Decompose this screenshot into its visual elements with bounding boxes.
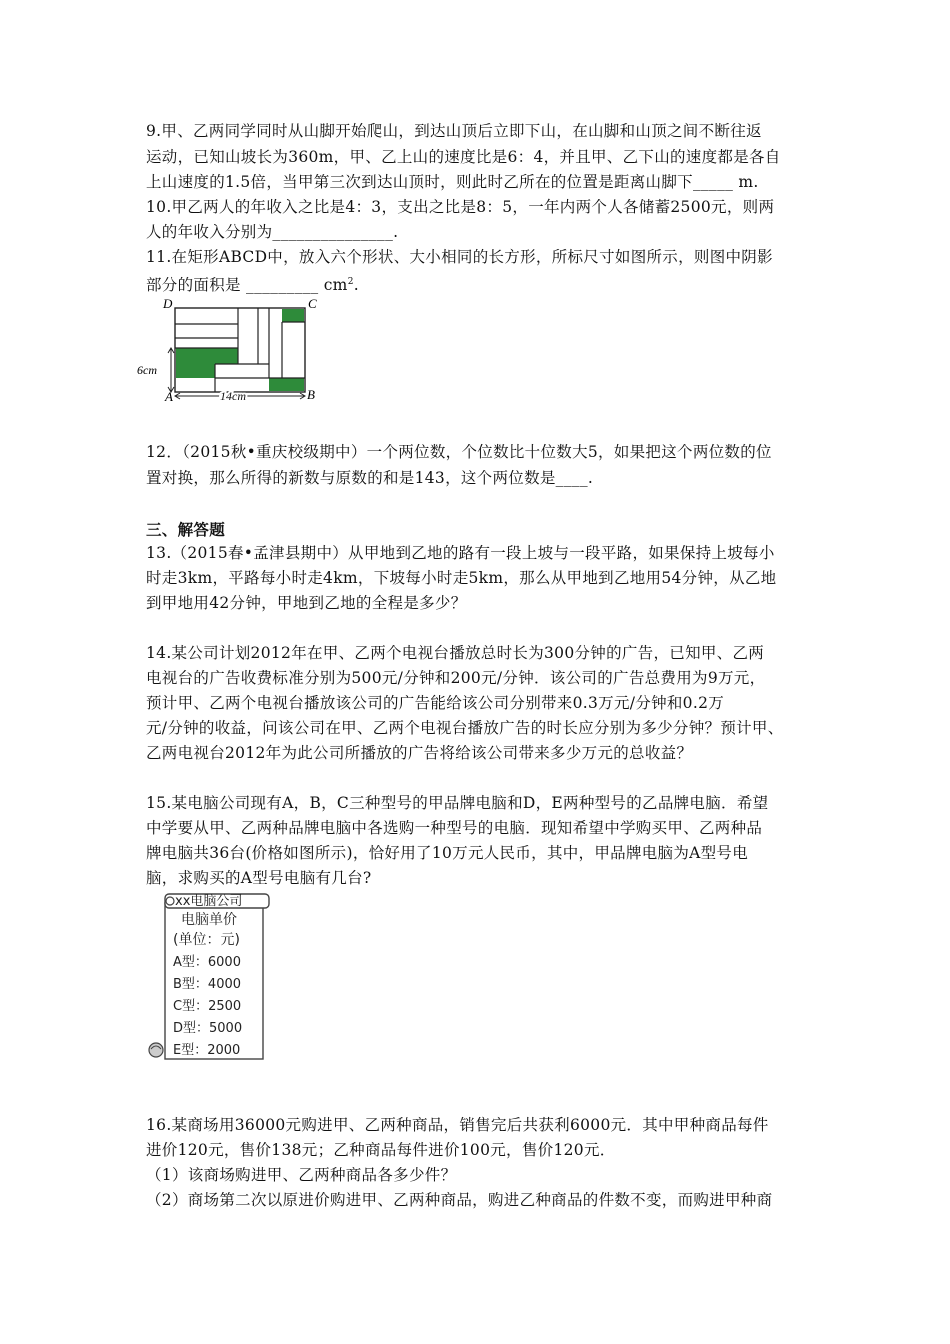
q13-line-1: 13.（2015春•孟津县期中）从甲地到乙地的路有一段上坡与一段平路，如果保持上坡每小 <box>146 544 775 562</box>
price-scroll-svg <box>145 891 270 1061</box>
q9-line-2: 运动，已知山坡长为360m，甲、乙上山的速度比是6：4，并且甲、乙下山的速度都是各自 <box>146 148 781 166</box>
q11-superscript: 2 <box>347 277 354 287</box>
q11-line-2-text: 部分的面积是 _________ cm <box>146 276 348 294</box>
q14-line-3: 预计甲、乙两个电视台播放该公司的广告能给该公司分别带来0.3万元/分钟和0.2万 <box>146 694 725 712</box>
price-b: B型：4000 <box>173 977 242 992</box>
q15-line-3: 牌电脑共36台(价格如图所示)，恰好用了10万元人民币，其中，甲品牌电脑为A型号电 <box>146 844 749 862</box>
q14-line-4: 元/分钟的收益，问该公司在甲、乙两个电视台播放广告的时长应分别为多少分钟？预计甲、 <box>146 719 784 737</box>
scroll-bottom-curl-icon <box>149 1043 163 1057</box>
q11-line-1: 11.在矩形ABCD中，放入六个形状、大小相同的长方形，所标尺寸如图所示，则图中阴影 <box>146 248 773 266</box>
q16-line-2: 进价120元，售价138元；乙种商品每件进价100元，售价120元． <box>146 1141 616 1159</box>
width-label: 14cm <box>220 389 246 403</box>
q13-line-2: 时走3km，平路每小时走4km，下坡每小时走5km，那么从甲地到乙地用54分钟，从乙地 <box>146 569 777 587</box>
q16-line-1: 16.某商场用36000元购进甲、乙两种商品，销售完后共获利6000元．其中甲种商品每件 <box>146 1116 769 1134</box>
q14-line-2: 电视台的广告收费标准分别为500元/分钟和200元/分钟．该公司的广告总费用为9万元， <box>146 669 766 687</box>
q16-line-3: （1）该商场购进甲、乙两种商品各多少件？ <box>146 1166 457 1184</box>
price-scroll-figure <box>145 891 270 1061</box>
q11-line-2-end: . <box>353 276 359 294</box>
q11-line-2 <box>146 270 359 297</box>
shaded-region-bottom-right <box>269 378 304 391</box>
q9-line-1: 9.甲、乙两同学同时从山脚开始爬山，到达山顶后立即下山，在山脚和山顶之间不断往返 <box>146 122 762 140</box>
height-label: 6cm <box>137 363 157 377</box>
q16-line-4: （2）商场第二次以原进价购进甲、乙两种商品，购进乙种商品的件数不变，而购进甲种商 <box>146 1191 773 1209</box>
q10-line-1: 10.甲乙两人的年收入之比是4：3，支出之比是8：5，一年内两个人各储蓄2500元，则两 <box>146 198 775 216</box>
label-d: D <box>163 296 173 311</box>
scroll-company-name: xx电脑公司 <box>175 894 243 909</box>
q15-line-1: 15.某电脑公司现有A，B，C三种型号的甲品牌电脑和D，E两种型号的乙品牌电脑．希望 <box>146 794 769 812</box>
q14-line-5: 乙两电视台2012年为此公司所播放的广告将给该公司带来多少万元的总收益？ <box>146 744 693 762</box>
shaded-region-left <box>176 348 238 378</box>
label-c: C <box>308 296 317 311</box>
q12-line-2: 置对换，那么所得的新数与原数的和是143，这个两位数是____. <box>146 469 594 487</box>
price-d: D型：5000 <box>173 1021 243 1036</box>
section-heading: 三、解答题 <box>146 520 226 539</box>
q12-line-1: 12．（2015秋•重庆校级期中）一个两位数，个位数比十位数大5，如果把这个两位数的位 <box>146 443 772 461</box>
rectangle-figure-svg <box>135 296 325 406</box>
price-a: A型：6000 <box>173 955 241 970</box>
scroll-title: 电脑单价 <box>181 912 237 928</box>
price-c: C型：2500 <box>173 999 242 1014</box>
label-b: B <box>307 387 315 402</box>
q15-line-2: 中学要从甲、乙两种品牌电脑中各选购一种型号的电脑．现知希望中学购买甲、乙两种品 <box>146 819 763 837</box>
price-e: E型：2000 <box>173 1043 241 1058</box>
q14-line-1: 14.某公司计划2012年在甲、乙两个电视台播放总时长为300分钟的广告，已知甲、乙两 <box>146 644 765 662</box>
rectangle-figure <box>135 296 325 406</box>
q9-line-3: 上山速度的1.5倍，当甲第三次到达山顶时，则此时乙所在的位置是距离山脚下_____ m. <box>146 173 759 191</box>
shaded-region-top-right <box>282 309 304 322</box>
label-a: A <box>165 389 173 404</box>
q15-line-4: 脑，求购买的A型号电脑有几台? <box>146 869 372 887</box>
scroll-unit: (单位：元) <box>173 932 240 948</box>
q13-line-3: 到甲地用42分钟，甲地到乙地的全程是多少？ <box>146 594 467 612</box>
q10-line-2: 人的年收入分别为_______________. <box>146 223 399 241</box>
